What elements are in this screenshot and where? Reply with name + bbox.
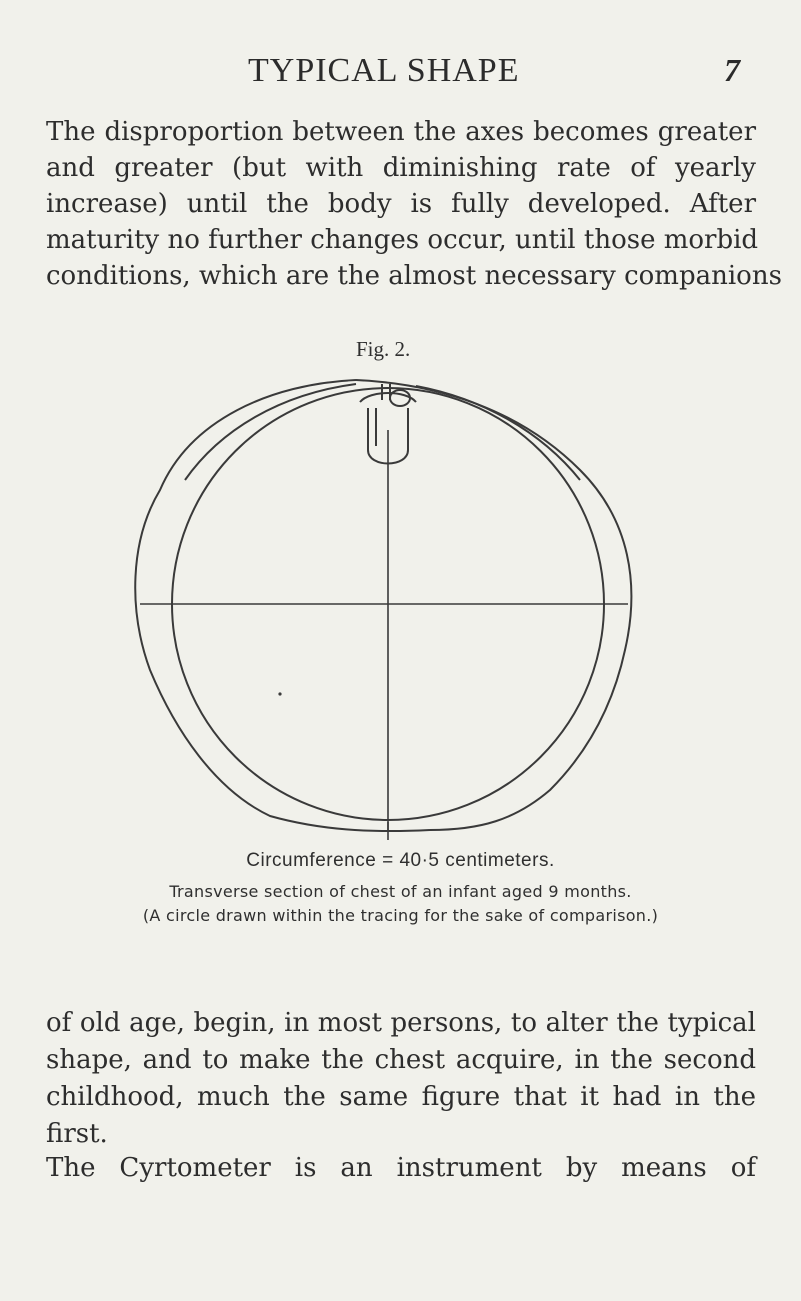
text-line: conditions, which are the almost necessary companions bbox=[46, 261, 782, 291]
text-line: The disproportion between the axes becomes greater bbox=[46, 117, 756, 147]
paragraph-3 bbox=[46, 1150, 756, 1186]
text-line: first. bbox=[46, 1119, 108, 1149]
running-title: TYPICAL SHAPE bbox=[248, 52, 520, 89]
text-line: of old age, begin, in most persons, to alter the typical bbox=[46, 1008, 756, 1038]
inner-arc-left bbox=[185, 384, 356, 480]
chest-outline-right bbox=[356, 380, 631, 830]
text-line: maturity no further changes occur, until those morbid bbox=[46, 225, 759, 255]
chest-outline-left bbox=[135, 380, 430, 831]
text-line: shape, and to make the chest acquire, in the second bbox=[46, 1045, 756, 1075]
figure-caption-note: (A circle drawn within the tracing for the sake of comparison.) bbox=[142, 906, 659, 925]
chest-section-figure bbox=[120, 370, 650, 850]
text-line: childhood, much the same figure that it had in the bbox=[46, 1082, 756, 1112]
text-line: The Cyrtometer is an instrument by means of bbox=[46, 1153, 756, 1183]
text-line: increase) until the body is fully developed. After bbox=[46, 189, 756, 219]
inner-arc-right bbox=[416, 386, 580, 480]
text-line: and greater (but with diminishing rate of yearly bbox=[46, 153, 756, 183]
chest-section-drawing bbox=[120, 370, 650, 850]
figure-label: Fig. 2. bbox=[356, 337, 411, 361]
paragraph-2 bbox=[46, 1005, 756, 1153]
page-header bbox=[0, 52, 801, 100]
page-number: 7 bbox=[724, 52, 740, 88]
paragraph-1 bbox=[46, 114, 782, 294]
figure-caption-measure: Circumference = 40·5 centimeters. bbox=[246, 850, 555, 871]
figure-caption-title: Transverse section of chest of an infant aged 9 months. bbox=[169, 882, 632, 901]
